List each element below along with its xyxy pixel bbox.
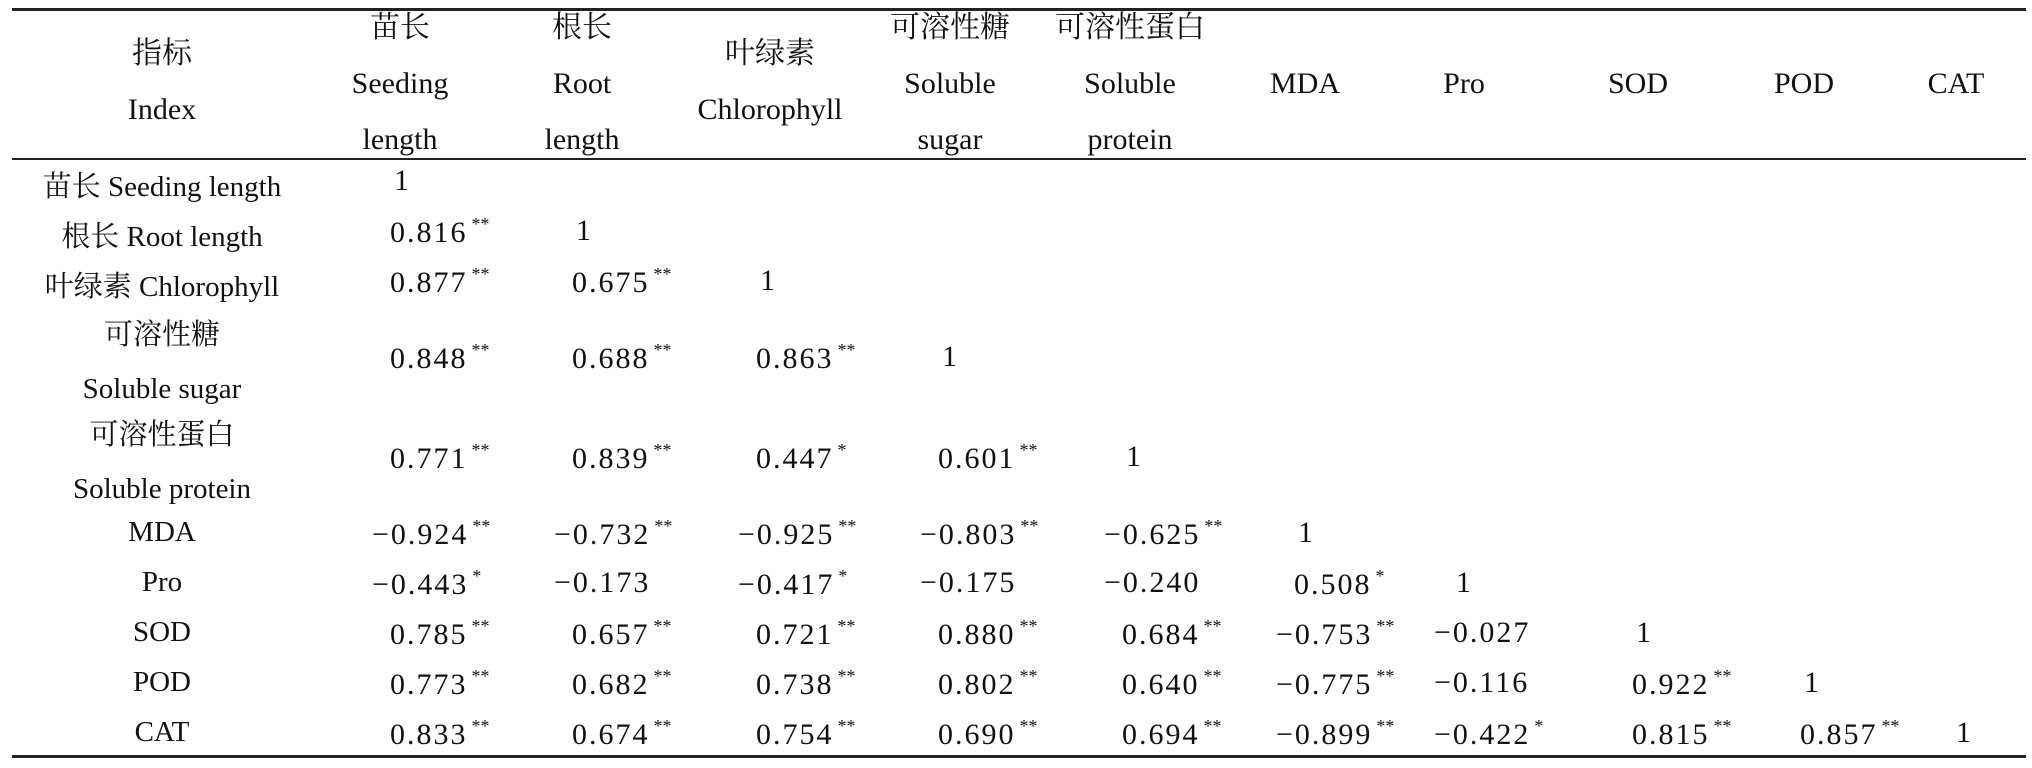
significance-mark: ** <box>837 666 856 686</box>
matrix-cell <box>938 716 1038 752</box>
cell-value: 0.508 <box>1294 568 1372 601</box>
header-pod: POD <box>1773 67 1834 100</box>
matrix-cell <box>1434 616 1530 650</box>
matrix-cell <box>390 616 490 652</box>
matrix-cell <box>1276 716 1394 752</box>
cell-value: −0.732 <box>554 518 651 551</box>
cell-value: 0.863 <box>756 342 834 375</box>
significance-mark: ** <box>653 340 672 360</box>
significance-mark: ** <box>1713 716 1732 736</box>
cell-value: −0.422 <box>1434 718 1531 751</box>
cell-value: 1 <box>394 164 411 197</box>
significance-mark: ** <box>1203 616 1222 636</box>
cell-value: −0.925 <box>738 518 835 551</box>
cell-value: 0.657 <box>572 618 650 651</box>
significance-mark: ** <box>653 264 672 284</box>
cell-value: 1 <box>1804 666 1821 699</box>
cell-value: −0.443 <box>372 568 469 601</box>
header-cat: CAT <box>1927 67 1985 100</box>
matrix-cell <box>1800 716 1900 752</box>
significance-mark: ** <box>1203 666 1222 686</box>
cell-value: 0.694 <box>1122 718 1200 751</box>
cell-value: 0.771 <box>390 442 468 475</box>
matrix-cell <box>1122 716 1222 752</box>
matrix-cell <box>738 516 856 552</box>
matrix-cell <box>942 340 959 374</box>
cell-value: 0.684 <box>1122 618 1200 651</box>
significance-mark: ** <box>471 264 490 284</box>
matrix-cell <box>738 566 847 602</box>
significance-mark: ** <box>1376 716 1395 736</box>
matrix-cell <box>390 666 490 702</box>
cell-value: 1 <box>1956 716 1973 749</box>
matrix-cell <box>756 716 856 752</box>
matrix-cell <box>1434 666 1529 700</box>
significance-mark: ** <box>837 716 856 736</box>
significance-mark: ** <box>1020 516 1039 536</box>
header-sod: SOD <box>1607 67 1668 100</box>
cell-value: 0.754 <box>756 718 834 751</box>
row-label-pod: POD <box>132 666 191 698</box>
significance-mark: ** <box>472 516 491 536</box>
cell-value: 1 <box>1298 516 1315 549</box>
cell-value: −0.625 <box>1104 518 1201 551</box>
matrix-cell <box>1632 666 1732 702</box>
matrix-cell <box>372 566 481 602</box>
cell-value: 0.690 <box>938 718 1016 751</box>
matrix-cell <box>1456 566 1473 600</box>
significance-mark: ** <box>1713 666 1732 686</box>
cell-value: 0.848 <box>390 342 468 375</box>
matrix-cell <box>390 716 490 752</box>
cell-value: 0.816 <box>390 216 468 249</box>
significance-mark: ** <box>471 214 490 234</box>
matrix-cell <box>572 716 672 752</box>
cell-value: 0.675 <box>572 266 650 299</box>
matrix-cell <box>572 666 672 702</box>
cell-value: −0.753 <box>1276 618 1373 651</box>
cell-value: 0.839 <box>572 442 650 475</box>
row-label-seeding-length: 苗长 Seeding length <box>42 171 282 203</box>
matrix-cell <box>1632 716 1732 752</box>
significance-mark: * <box>838 566 848 586</box>
cell-value: 0.815 <box>1632 718 1710 751</box>
matrix-cell <box>572 340 672 376</box>
significance-mark: ** <box>471 666 490 686</box>
matrix-cell <box>1104 516 1222 552</box>
matrix-cell <box>572 264 672 300</box>
header-seeding-length: 苗长 Seeding length <box>351 11 449 156</box>
cell-value: 0.880 <box>938 618 1016 651</box>
matrix-cell <box>756 666 856 702</box>
cell-value: 0.785 <box>390 618 468 651</box>
significance-mark: ** <box>653 616 672 636</box>
significance-mark: ** <box>1019 666 1038 686</box>
row-label-mda: MDA <box>128 516 196 548</box>
cell-value: 0.721 <box>756 618 834 651</box>
matrix-cell <box>1804 666 1821 700</box>
cell-value: −0.173 <box>554 566 651 599</box>
cell-value: −0.924 <box>372 518 469 551</box>
significance-mark: ** <box>1376 616 1395 636</box>
significance-mark: ** <box>471 616 490 636</box>
matrix-cell <box>756 340 856 376</box>
matrix-cell <box>1122 616 1222 652</box>
significance-mark: ** <box>1019 440 1038 460</box>
matrix-cell <box>760 264 777 298</box>
matrix-cell <box>572 440 672 476</box>
cell-value: −0.240 <box>1104 566 1201 599</box>
row-label-soluble-sugar: 可溶性糖 Soluble sugar <box>82 319 242 405</box>
matrix-cell <box>1298 516 1315 550</box>
row-label-root-length: 根长 Root length <box>61 221 263 253</box>
row-label-soluble-protein: 可溶性蛋白 Soluble protein <box>72 419 251 505</box>
matrix-cell <box>372 516 490 552</box>
matrix-cell <box>576 214 593 248</box>
matrix-cell <box>938 440 1038 476</box>
cell-value: 0.688 <box>572 342 650 375</box>
significance-mark: ** <box>1204 516 1223 536</box>
cell-value: 0.682 <box>572 668 650 701</box>
significance-mark: ** <box>653 716 672 736</box>
matrix-cell <box>1104 566 1200 600</box>
significance-mark: ** <box>653 440 672 460</box>
cell-value: −0.899 <box>1276 718 1373 751</box>
matrix-cell <box>938 616 1038 652</box>
row-label-cat: CAT <box>134 716 190 748</box>
matrix-cell <box>938 666 1038 702</box>
cell-value: 0.773 <box>390 668 468 701</box>
cell-value: 0.601 <box>938 442 1016 475</box>
matrix-cell <box>1276 666 1394 702</box>
cell-value: −0.803 <box>920 518 1017 551</box>
matrix-cell <box>554 516 672 552</box>
cell-value: −0.027 <box>1434 616 1531 649</box>
cell-value: 1 <box>1126 440 1143 473</box>
cell-value: −0.775 <box>1276 668 1373 701</box>
significance-mark: ** <box>838 516 857 536</box>
cell-value: 0.922 <box>1632 668 1710 701</box>
matrix-cell <box>920 566 1016 600</box>
header-chlorophyll: 叶绿素 Chlorophyll <box>697 37 843 126</box>
significance-mark: ** <box>471 440 490 460</box>
matrix-cell <box>554 566 650 600</box>
header-soluble-protein: 可溶性蛋白 Soluble protein <box>1055 11 1205 156</box>
table-bottom-rule <box>12 755 2026 758</box>
cell-value: 0.640 <box>1122 668 1200 701</box>
cell-value: 1 <box>1456 566 1473 599</box>
header-soluble-sugar: 可溶性糖 Soluble sugar <box>890 11 1010 156</box>
header-index: 指标 Index <box>127 37 197 126</box>
matrix-cell <box>1126 440 1143 474</box>
matrix-cell <box>394 164 411 198</box>
significance-mark: ** <box>1203 716 1222 736</box>
matrix-cell <box>390 214 490 250</box>
cell-value: 0.447 <box>756 442 834 475</box>
significance-mark: ** <box>471 340 490 360</box>
matrix-cell <box>756 440 847 476</box>
significance-mark: ** <box>1019 616 1038 636</box>
matrix-cell <box>1636 616 1653 650</box>
cell-value: 0.738 <box>756 668 834 701</box>
significance-mark: ** <box>1019 716 1038 736</box>
matrix-cell <box>390 264 490 300</box>
cell-value: 0.674 <box>572 718 650 751</box>
matrix-cell <box>1294 566 1385 602</box>
significance-mark: * <box>1375 566 1385 586</box>
header-mda: MDA <box>1269 67 1340 100</box>
cell-value: 1 <box>760 264 777 297</box>
matrix-cell <box>390 440 490 476</box>
significance-mark: ** <box>1376 666 1395 686</box>
significance-mark: * <box>472 566 482 586</box>
cell-value: 0.857 <box>1800 718 1878 751</box>
row-label-pro: Pro <box>141 566 183 598</box>
cell-value: −0.116 <box>1434 666 1530 699</box>
matrix-cell <box>1956 716 1973 750</box>
cell-value: 0.833 <box>390 718 468 751</box>
significance-mark: ** <box>837 340 856 360</box>
cell-value: −0.175 <box>920 566 1017 599</box>
significance-mark: ** <box>654 516 673 536</box>
matrix-cell <box>756 616 856 652</box>
matrix-cell <box>572 616 672 652</box>
matrix-cell <box>390 340 490 376</box>
significance-mark: ** <box>1881 716 1900 736</box>
significance-mark: * <box>1534 716 1544 736</box>
significance-mark: ** <box>653 666 672 686</box>
cell-value: 1 <box>1636 616 1653 649</box>
matrix-cell <box>920 516 1038 552</box>
cell-value: 1 <box>942 340 959 373</box>
significance-mark: * <box>837 440 847 460</box>
cell-value: 0.877 <box>390 266 468 299</box>
cell-value: 0.802 <box>938 668 1016 701</box>
row-label-chlorophyll: 叶绿素 Chlorophyll <box>44 271 280 303</box>
header-root-length: 根长 Root length <box>544 11 620 156</box>
cell-value: 1 <box>576 214 593 247</box>
significance-mark: ** <box>471 716 490 736</box>
header-pro: Pro <box>1443 67 1485 100</box>
matrix-cell <box>1122 666 1222 702</box>
significance-mark: ** <box>837 616 856 636</box>
matrix-cell <box>1434 716 1543 752</box>
row-label-sod: SOD <box>132 616 191 648</box>
cell-value: −0.417 <box>738 568 835 601</box>
matrix-cell <box>1276 616 1394 652</box>
